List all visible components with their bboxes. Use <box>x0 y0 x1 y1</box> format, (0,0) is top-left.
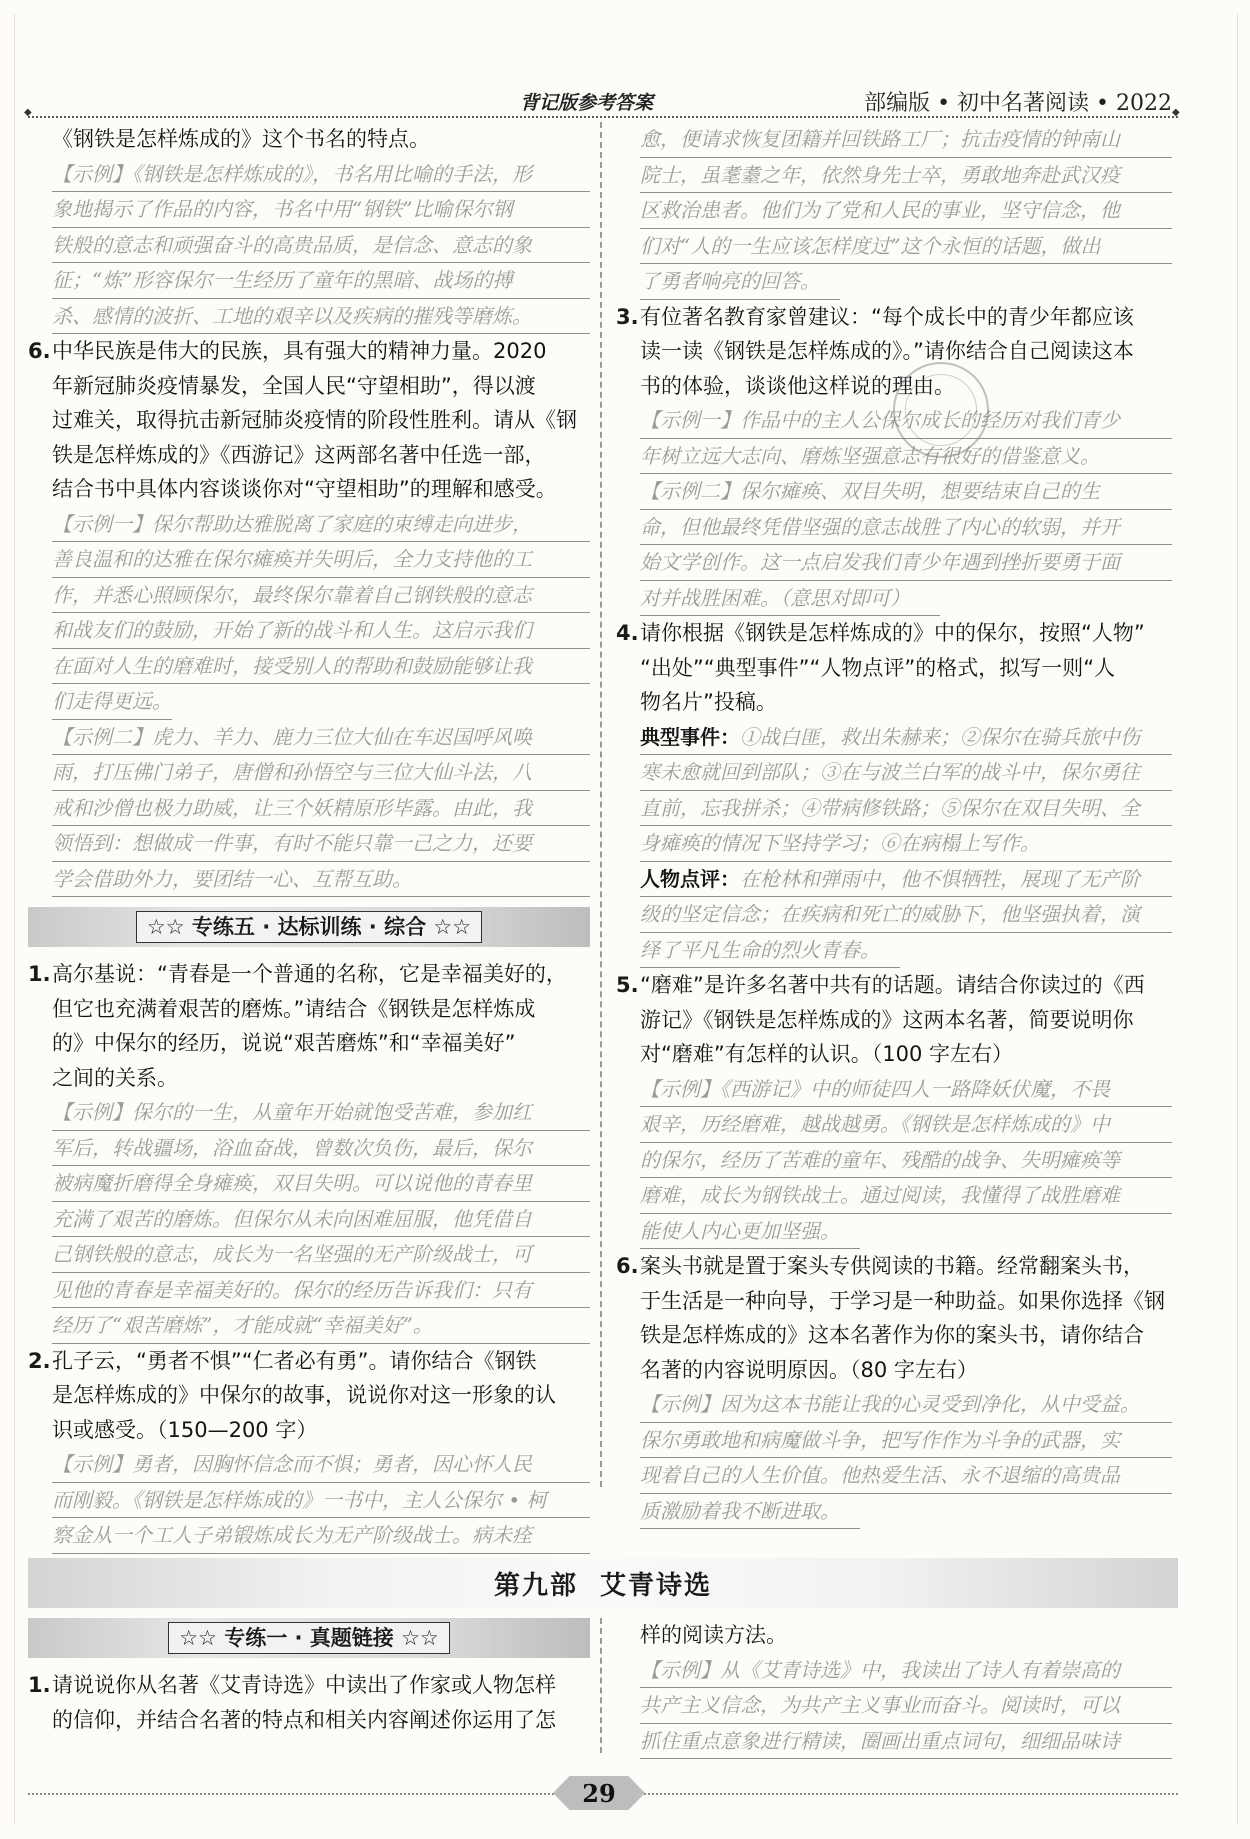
question-line: 但它也充满着艰苦的磨炼。”请结合《钢铁是怎样炼成 <box>52 996 536 1021</box>
answer-line <box>640 862 1172 898</box>
answer-line: 保尔勇敢地和病魔做斗争，把写作作为斗争的武器，实 <box>640 1423 1172 1459</box>
answer-line: 【示例】因为这本书能让我的心灵受到净化，从中受益。 <box>640 1387 1172 1423</box>
part-number: 第九部 <box>493 1570 578 1601</box>
question-line: “出处”“典型事件”“人物点评”的格式，拟写一则“人 <box>640 655 1116 680</box>
answer-line: 【示例二】虎力、羊力、鹿力三位大仙在车迟国呼风唤 <box>52 720 590 756</box>
answer-line: 寒未愈就回到部队；③在与波兰白军的战斗中，保尔勇往 <box>640 755 1172 791</box>
question-line: 读一读《钢铁是怎样炼成的》。”请你结合自己阅读这本 <box>640 339 1134 363</box>
answer-line: 直前，忘我拼杀；④带病修铁路；⑤保尔在双目失明、全 <box>640 791 1172 827</box>
answer-line: 抓住重点意象进行精读，圈画出重点词句，细细品味诗 <box>640 1724 1172 1760</box>
right-column <box>616 122 1172 1529</box>
answer-block <box>616 1653 1172 1760</box>
answer-line: 铁般的意志和顽强奋斗的高贵品质，是信念、意志的象 <box>52 228 590 264</box>
question-number: 6. <box>616 1254 639 1278</box>
answer-block <box>616 1072 1172 1250</box>
question-number: 1. <box>28 962 51 986</box>
diamond-icon: ◆ <box>1172 107 1180 118</box>
answer-line: 雨，打压佛门弟子，唐僧和孙悟空与三位大仙斗法，八 <box>52 755 590 791</box>
answer-line: 身瘫痪的情况下坚持学习；⑥在病榻上写作。 <box>640 826 1172 862</box>
answer-line: 学会借助外力，要团结一心、互帮互助。 <box>52 862 590 898</box>
answer-line: 对并战胜困难。（意思对即可） <box>640 581 940 617</box>
section-label: ☆☆ 专练五 · 达标训练 · 综合 ☆☆ <box>136 911 482 943</box>
answer-block <box>28 157 590 335</box>
column-divider <box>600 1618 602 1753</box>
answer-line: 了勇者响亮的回答。 <box>640 264 840 300</box>
answer-line <box>640 720 1172 756</box>
question-1 <box>28 957 590 1095</box>
question-line: 过难关，取得抗击新冠肺炎疫情的阶段性胜利。请从《钢 <box>52 408 577 432</box>
question-line: 样的阅读方法。 <box>640 1623 787 1647</box>
question-number: 2. <box>28 1348 51 1373</box>
answer-line: 绎了平凡生命的烈火青春。 <box>640 933 900 969</box>
answer-line: 艰辛，历经磨难，越战越勇。《钢铁是怎样炼成的》中 <box>640 1107 1172 1143</box>
answer-line: 命，但他最终凭借坚强的意志战胜了内心的软弱，并开 <box>640 510 1172 546</box>
question-6 <box>28 334 590 507</box>
answer-line: 【示例】从《艾青诗选》中，我读出了诗人有着崇高的 <box>640 1653 1172 1689</box>
question-5 <box>616 968 1172 1072</box>
answer-line: 【示例二】保尔瘫痪、双目失明，想要结束自己的生 <box>640 474 1172 510</box>
question-line: 于生活是一种向导，于学习是一种助益。如果你选择《钢 <box>640 1288 1165 1313</box>
answer-line: 杀、感情的波折、工地的艰辛以及疾病的摧残等磨炼。 <box>52 299 590 335</box>
answer-block <box>616 720 1172 969</box>
question-line: 铁是怎样炼成的》《西游记》这两部名著中任选一部， <box>52 442 546 467</box>
answer-line: 见他的青春是幸福美好的。保尔的经历告诉我们：只有 <box>52 1273 590 1309</box>
question-line: 是怎样炼成的》中保尔的故事，说说你对这一形象的认 <box>52 1383 556 1407</box>
question-line: 结合书中具体内容谈谈你对“守望相助”的理解和感受。 <box>52 477 557 501</box>
question-text: 《钢铁是怎样炼成的》这个书名的特点。 <box>52 127 430 151</box>
question-line: 请说说你从名著《艾青诗选》中读出了作家或人物怎样 <box>52 1673 556 1697</box>
answer-line: 【示例一】作品中的主人公保尔成长的经历对我们青少 <box>640 403 1172 439</box>
answer-line: 愈，便请求恢复团籍并回铁路工厂；抗击疫情的钟南山 <box>640 122 1172 158</box>
question-line: 中华民族是伟大的民族，具有强大的精神力量。2020 <box>52 339 547 363</box>
answer-line: 能使人内心更加坚强。 <box>640 1214 860 1250</box>
part-heading-band <box>28 1558 1178 1608</box>
question-number: 4. <box>616 621 639 645</box>
answer-line: 作，并悉心照顾保尔，最终保尔靠着自己钢铁般的意志 <box>52 578 590 614</box>
header-brand: 背记版参考答案 <box>520 92 654 114</box>
answer-line: 【示例】《西游记》中的师徒四人一路降妖伏魔，不畏 <box>640 1072 1172 1108</box>
stamp-seal <box>893 362 989 458</box>
answer-line: 区救治患者。他们为了党和人民的事业，坚守信念，他 <box>640 193 1172 229</box>
answer-line: 在面对人生的磨难时，接受别人的帮助和鼓励能够让我 <box>52 649 590 685</box>
answer-line: 始文学创作。这一点启发我们青少年遇到挫折要勇于面 <box>640 545 1172 581</box>
question-line: 书的体验，谈谈他这样说的理由。 <box>640 373 955 398</box>
question-line: 对“磨难”有怎样的认识。（100 字左右） <box>640 1042 1014 1066</box>
header-info: 部编版 • 初中名著阅读 • 2022 <box>864 91 1172 116</box>
question-line: 请你根据《钢铁是怎样炼成的》中的保尔，按照“人物” <box>640 621 1145 645</box>
answer-line: 己钢铁般的意志，成长为一名坚强的无产阶级战士，可 <box>52 1237 590 1273</box>
answer-text: ①战白匪，救出朱赫来；②保尔在骑兵旅中伤 <box>740 724 1140 749</box>
answer-line: 的保尔，经历了苦难的童年、残酷的战争、失明瘫痪等 <box>640 1143 1172 1179</box>
answer-block <box>28 1447 590 1554</box>
question-line: 高尔基说：“青春是一个普通的名称，它是幸福美好的， <box>52 962 567 986</box>
question-number: 5. <box>616 973 639 997</box>
answer-line: 【示例】勇者，因胸怀信念而不惧；勇者，因心怀人民 <box>52 1447 590 1483</box>
field-label: 典型事件： <box>640 724 740 749</box>
diamond-icon: ◆ <box>24 107 32 118</box>
answer-line: 【示例一】保尔帮助达雅脱离了家庭的束缚走向进步， <box>52 507 590 543</box>
answer-line: 领悟到：想做成一件事，有时不能只靠一己之力，还要 <box>52 826 590 862</box>
answer-line: 【示例】《钢铁是怎样炼成的》，书名用比喻的手法，形 <box>52 157 590 193</box>
question-6 <box>616 1249 1172 1387</box>
answer-line: 而刚毅。《钢铁是怎样炼成的》一书中，主人公保尔 • 柯 <box>52 1483 590 1519</box>
answer-line: 察金从一个工人子弟锻炼成长为无产阶级战士。病未痊 <box>52 1518 590 1554</box>
question-3 <box>616 300 1172 404</box>
question-2 <box>28 1344 590 1448</box>
question-line: 识或感受。（150—200 字） <box>52 1417 318 1442</box>
answer-block <box>28 507 590 898</box>
left-column <box>28 122 590 1554</box>
answer-line: 级的坚定信念；在疾病和死亡的威胁下，他坚强执着，演 <box>640 897 1172 933</box>
answer-line: 【示例】保尔的一生，从童年开始就饱受苦难，参加红 <box>52 1095 590 1131</box>
answer-line: 善良温和的达雅在保尔瘫痪并失明后，全力支持他的工 <box>52 542 590 578</box>
part-title <box>494 1565 712 1602</box>
answer-line: 现着自己的人生价值。他热爱生活、永不退缩的高贵品 <box>640 1458 1172 1494</box>
answer-line: 征；“炼”形容保尔一生经历了童年的黑暗、战场的搏 <box>52 263 590 299</box>
question-line: 名著的内容说明原因。（80 字左右） <box>640 1357 978 1382</box>
answer-block <box>616 122 1172 300</box>
answer-line: 共产主义信念，为共产主义事业而奋斗。阅读时，可以 <box>640 1688 1172 1724</box>
answer-line: 磨难，成长为钢铁战士。通过阅读，我懂得了战胜磨难 <box>640 1178 1172 1214</box>
answer-line: 们走得更远。 <box>52 684 172 720</box>
question-line: 铁是怎样炼成的》这本名著作为你的案头书，请你结合 <box>640 1323 1144 1347</box>
answer-line: 象地揭示了作品的内容，书名中用“钢铁”比喻保尔钢 <box>52 192 590 228</box>
page-number: 29 <box>582 1778 616 1808</box>
question-1 <box>28 1668 590 1737</box>
bottom-left-column <box>28 1618 590 1737</box>
question-number: 1. <box>28 1673 51 1697</box>
question-number: 3. <box>616 304 639 329</box>
question-line: 年新冠肺炎疫情暴发，全国人民“守望相助”，得以渡 <box>52 373 536 398</box>
question-line: 案头书就是置于案头专供阅读的书籍。经常翻案头书， <box>640 1254 1144 1278</box>
question-line: 孔子云，“勇者不惧”“仁者必有勇”。请你结合《钢铁 <box>52 1348 537 1373</box>
answer-line: 戒和沙僧也极力助威，让三个妖精原形毕露。由此，我 <box>52 791 590 827</box>
page-number-badge <box>553 1776 645 1810</box>
answer-block <box>28 1095 590 1344</box>
column-divider <box>600 122 602 1487</box>
answer-block <box>616 403 1172 616</box>
answer-line: 经历了“艰苦磨炼”，才能成就“幸福美好”。 <box>52 1308 590 1344</box>
question-line: 有位著名教育家曾建议：“每个成长中的青少年都应该 <box>640 304 1134 329</box>
answer-text: 在枪林和弹雨中，他不惧牺牲，展现了无产阶 <box>740 866 1140 891</box>
answer-line: 和战友们的鼓励，开始了新的战斗和人生。这启示我们 <box>52 613 590 649</box>
answer-line: 们对“人的一生应该怎样度过”这个永恒的话题，做出 <box>640 229 1172 265</box>
field-label: 人物点评： <box>640 866 740 891</box>
answer-line: 院士，虽耄耋之年，依然身先士卒，勇敢地奔赴武汉疫 <box>640 158 1172 194</box>
bottom-right-column <box>616 1618 1172 1759</box>
question-line: “磨难”是许多名著中共有的话题。请结合你读过的《西 <box>640 973 1145 997</box>
answer-line: 质激励着我不断进取。 <box>640 1494 860 1530</box>
question-line: 物名片”投稿。 <box>640 690 777 714</box>
answer-line: 充满了艰苦的磨炼。但保尔从未向困难屈服，他凭借自 <box>52 1202 590 1238</box>
question-line: 的信仰，并结合名著的特点和相关内容阐述你运用了怎 <box>52 1707 556 1732</box>
answer-line: 军后，转战疆场，浴血奋战，曾数次负伤，最后，保尔 <box>52 1131 590 1167</box>
answer-line: 被病魔折磨得全身瘫痪，双目失明。可以说他的青春里 <box>52 1166 590 1202</box>
section-label: ☆☆ 专练一 · 真题链接 ☆☆ <box>168 1622 450 1654</box>
question-line: 的》中保尔的经历，说说“艰苦磨炼”和“幸福美好” <box>52 1031 516 1055</box>
question-line: 游记》《钢铁是怎样炼成的》这两本名著，简要说明你 <box>640 1007 1134 1032</box>
question-number: 6. <box>28 339 51 363</box>
section-header <box>28 1618 590 1658</box>
section-header <box>28 907 590 947</box>
question-line: 之间的关系。 <box>52 1065 178 1090</box>
header-rule <box>28 116 1178 118</box>
question-4 <box>616 616 1172 720</box>
answer-block <box>616 1387 1172 1529</box>
answer-line: 年树立远大志向、磨炼坚强意志有很好的借鉴意义。 <box>640 439 1172 475</box>
part-name: 艾青诗选 <box>600 1570 713 1601</box>
